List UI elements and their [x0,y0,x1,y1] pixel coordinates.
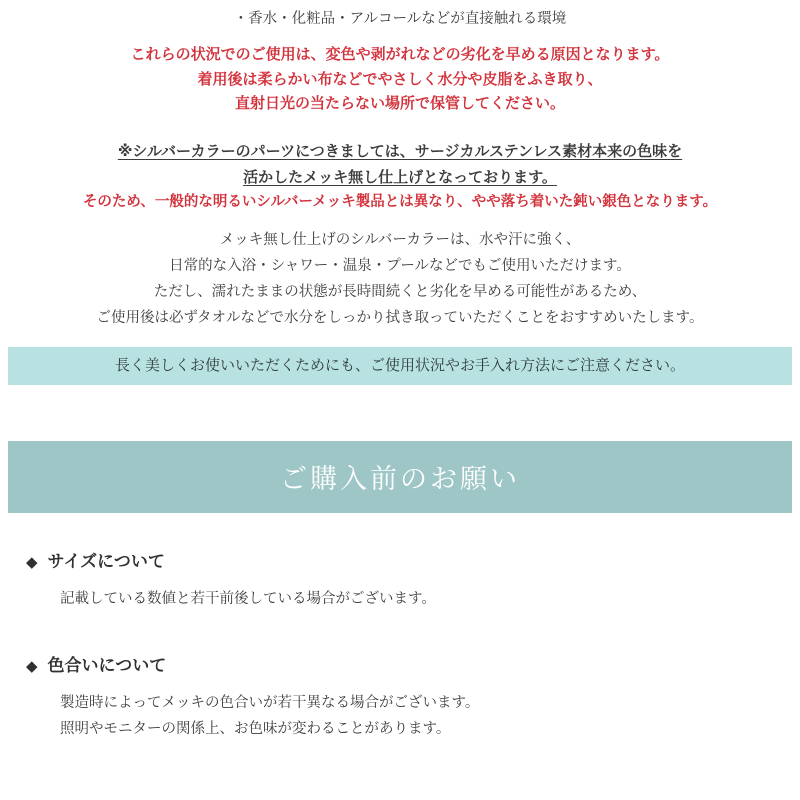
silver-detail-line-2: 日常的な入浴・シャワー・温泉・プールなどでもご使用いただけます。 [169,257,631,274]
silver-note-red-line: そのため、一般的な明るいシルバーメッキ製品とは異なり、やや落ち着いた鈍い銀色となります。 [82,193,718,210]
silver-detail-line-3: ただし、濡れたままの状態が長時間続くと劣化を早める可能性があるため、 [153,283,647,300]
bullet-heading-row [26,651,774,676]
care-instructions-block [0,0,800,115]
section-header-purchase-request [8,441,792,513]
bullet-body [26,586,774,613]
silver-detail-line-4: ご使用後は必ずタオルなどで水分をしっかり拭き取っていただくことをおすすめいたします。 [96,309,704,326]
care-intro-line: ・香水・化粧品・アルコールなどが直接触れる環境 [233,11,567,27]
care-warning-line-3: 直射日光の当たらない場所で保管してください。 [234,94,565,113]
care-warning-line-2: 着用後は柔らかい布などでやさしく水分や皮脂をふき取り、 [197,69,603,88]
bullet-body-line: 製造時によってメッキの色合いが若干異なる場合がございます。 [60,694,480,711]
bullet-body-line: 記載している数値と若干前後している場合がございます。 [60,590,436,607]
diamond-icon: ◆ [26,656,38,675]
silver-note-line-2: 活かしたメッキ無し仕上げとなっております。 [243,167,557,186]
silver-note-line-1: ※シルバーカラーのパーツにつきましては、サージカルステンレス素材本来の色味を [117,142,683,161]
bullet-heading-text: 色合いについて [47,655,167,676]
bullet-heading-text: サイズについて [47,551,165,572]
section-title: ご購入前のお願い [280,464,520,496]
bullet-heading-row [26,547,774,572]
silver-note-block [0,119,800,214]
care-highlight-banner: 長く美しくお使いいただくためにも、ご使用状況やお手入れ方法にご注意ください。 [8,347,792,385]
purchase-notes-list [0,547,800,743]
list-item [26,651,774,744]
diamond-icon: ◆ [26,552,38,571]
silver-detail-line-1: メッキ無し仕上げのシルバーカラーは、水や汗に強く、 [219,232,581,249]
bullet-body-line: 照明やモニターの関係上、お色味が変わることがあります。 [60,721,451,738]
silver-detail-block [0,228,800,331]
bullet-body [26,690,774,744]
care-warning-line-1: これらの状況でのご使用は、変色や剥がれなどの劣化を早める原因となります。 [130,45,670,64]
list-item [26,547,774,613]
